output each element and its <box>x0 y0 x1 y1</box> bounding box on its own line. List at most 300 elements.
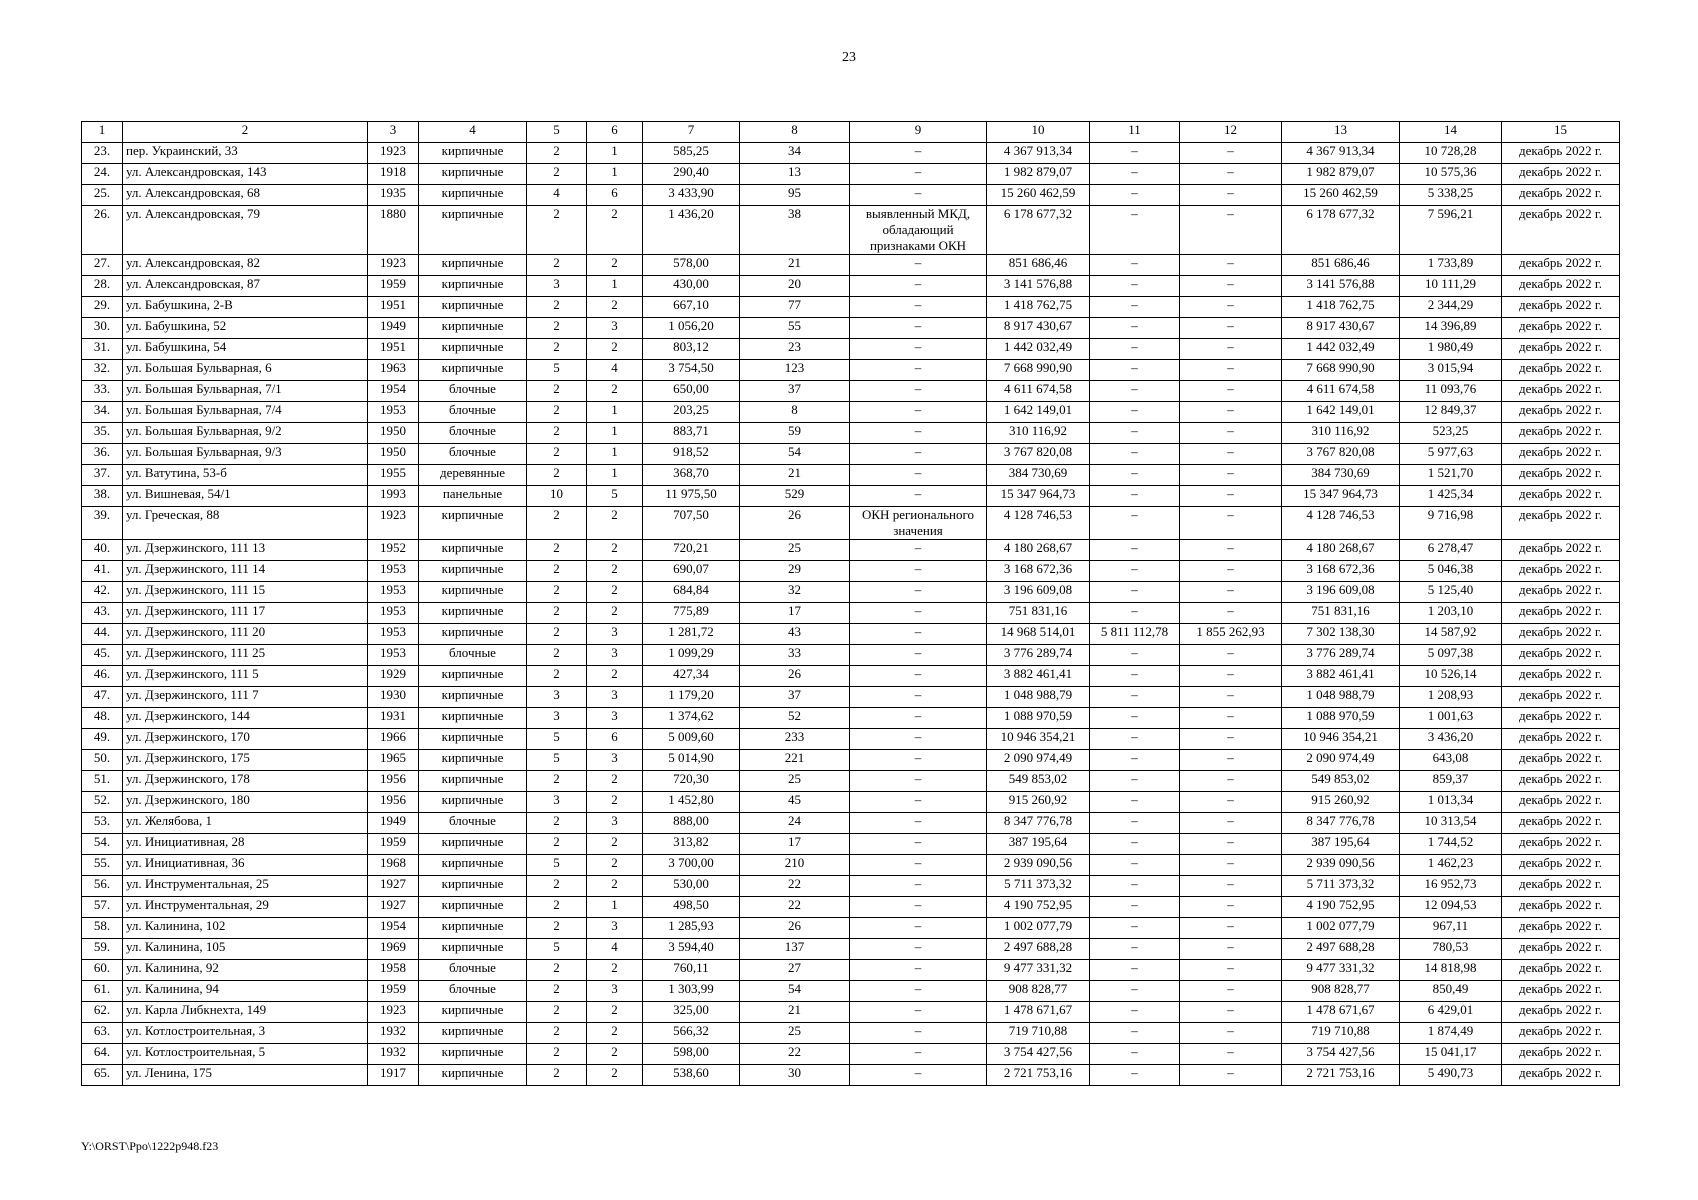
table-cell: – <box>1090 708 1180 729</box>
table-row <box>82 582 1620 603</box>
table-cell: – <box>1180 185 1282 206</box>
table-cell: декабрь 2022 г. <box>1502 981 1620 1002</box>
table-cell: 9 716,98 <box>1400 507 1502 540</box>
table-cell: 17 <box>740 834 850 855</box>
table-cell: 5 711 373,32 <box>1282 876 1400 897</box>
table-cell: 1 874,49 <box>1400 1023 1502 1044</box>
table-cell: ул. Бабушкина, 2-В <box>123 297 368 318</box>
table-cell: кирпичные <box>419 143 527 164</box>
table-cell: выявленный МКД, обладающий признаками ОКН <box>850 206 987 255</box>
table-cell: – <box>850 1044 987 1065</box>
table-cell: 1927 <box>368 897 419 918</box>
table-cell: 529 <box>740 486 850 507</box>
table-cell: декабрь 2022 г. <box>1502 360 1620 381</box>
table-cell: 123 <box>740 360 850 381</box>
table-cell: – <box>850 360 987 381</box>
table-cell: – <box>1180 855 1282 876</box>
table-cell: 1954 <box>368 381 419 402</box>
table-cell: кирпичные <box>419 582 527 603</box>
table-cell: – <box>1180 360 1282 381</box>
table-cell: 25 <box>740 540 850 561</box>
table-cell: ул. Инструментальная, 25 <box>123 876 368 897</box>
table-row <box>82 813 1620 834</box>
table-cell: 3 754 427,56 <box>987 1044 1090 1065</box>
table-cell: 1 056,20 <box>643 318 740 339</box>
table-cell: – <box>1180 1065 1282 1086</box>
table-cell: ул. Дзержинского, 111 7 <box>123 687 368 708</box>
table-cell: 2 <box>587 792 643 813</box>
table-cell: 566,32 <box>643 1023 740 1044</box>
table-cell: 10 728,28 <box>1400 143 1502 164</box>
table-cell: 6 <box>587 729 643 750</box>
column-number-header: 4 <box>419 122 527 143</box>
table-cell: 4 128 746,53 <box>1282 507 1400 540</box>
table-cell: 3 <box>587 624 643 645</box>
table-cell: декабрь 2022 г. <box>1502 792 1620 813</box>
table-cell: 918,52 <box>643 444 740 465</box>
table-cell: декабрь 2022 г. <box>1502 750 1620 771</box>
table-cell: – <box>850 792 987 813</box>
table-cell: 1 418 762,75 <box>1282 297 1400 318</box>
table-cell: ул. Вишневая, 54/1 <box>123 486 368 507</box>
table-cell: – <box>1180 771 1282 792</box>
table-cell: – <box>850 297 987 318</box>
table-cell: 5 490,73 <box>1400 1065 1502 1086</box>
table-cell: 2 <box>527 561 587 582</box>
table-cell: – <box>1090 444 1180 465</box>
table-cell: 1966 <box>368 729 419 750</box>
table-cell: блочные <box>419 381 527 402</box>
table-cell: 7 668 990,90 <box>987 360 1090 381</box>
table-cell: 5 014,90 <box>643 750 740 771</box>
table-cell: блочные <box>419 981 527 1002</box>
table-row <box>82 318 1620 339</box>
table-cell: 35. <box>82 423 123 444</box>
table-cell: – <box>850 318 987 339</box>
table-cell: ул. Александровская, 87 <box>123 276 368 297</box>
table-cell: 2 <box>527 771 587 792</box>
table-cell: – <box>1090 318 1180 339</box>
table-cell: 1 980,49 <box>1400 339 1502 360</box>
table-cell: ул. Греческая, 88 <box>123 507 368 540</box>
table-cell: 2 497 688,28 <box>987 939 1090 960</box>
table-cell: – <box>1090 507 1180 540</box>
table-cell: – <box>1090 750 1180 771</box>
table-cell: 11 093,76 <box>1400 381 1502 402</box>
table-row <box>82 486 1620 507</box>
table-cell: декабрь 2022 г. <box>1502 206 1620 255</box>
table-cell: 4 <box>587 360 643 381</box>
table-cell: 719 710,88 <box>1282 1023 1400 1044</box>
table-cell: 43. <box>82 603 123 624</box>
table-cell: 720,30 <box>643 771 740 792</box>
table-row <box>82 276 1620 297</box>
table-cell: – <box>1090 813 1180 834</box>
table-cell: 430,00 <box>643 276 740 297</box>
table-cell: 21 <box>740 1002 850 1023</box>
table-row <box>82 771 1620 792</box>
table-cell: – <box>1090 465 1180 486</box>
table-cell: 2 <box>527 540 587 561</box>
column-number-header: 2 <box>123 122 368 143</box>
table-cell: кирпичные <box>419 834 527 855</box>
table-cell: 4 367 913,34 <box>1282 143 1400 164</box>
table-cell: кирпичные <box>419 918 527 939</box>
table-cell: – <box>1090 603 1180 624</box>
table-cell: 32. <box>82 360 123 381</box>
table-cell: – <box>1180 1002 1282 1023</box>
table-cell: 3 776 289,74 <box>987 645 1090 666</box>
table-cell: 27. <box>82 255 123 276</box>
table-cell: блочные <box>419 813 527 834</box>
table-cell: 6 278,47 <box>1400 540 1502 561</box>
table-cell: 14 818,98 <box>1400 960 1502 981</box>
table-cell: – <box>850 666 987 687</box>
table-cell: 2 <box>527 402 587 423</box>
table-cell: 4 128 746,53 <box>987 507 1090 540</box>
table-cell: 42. <box>82 582 123 603</box>
table-cell: кирпичные <box>419 297 527 318</box>
table-cell: 3 776 289,74 <box>1282 645 1400 666</box>
table-row <box>82 255 1620 276</box>
table-cell: 3 436,20 <box>1400 729 1502 750</box>
table-cell: 1 <box>587 465 643 486</box>
table-cell: ул. Дзержинского, 111 25 <box>123 645 368 666</box>
table-cell: 1953 <box>368 561 419 582</box>
table-cell: 6 178 677,32 <box>1282 206 1400 255</box>
table-cell: 12 849,37 <box>1400 402 1502 423</box>
table-cell: 1 442 032,49 <box>987 339 1090 360</box>
table-cell: декабрь 2022 г. <box>1502 834 1620 855</box>
table-cell: кирпичные <box>419 1023 527 1044</box>
table-cell: блочные <box>419 402 527 423</box>
table-cell: 4 367 913,34 <box>987 143 1090 164</box>
table-cell: 9 477 331,32 <box>987 960 1090 981</box>
table-cell: 667,10 <box>643 297 740 318</box>
table-cell: 387 195,64 <box>1282 834 1400 855</box>
table-cell: 2 <box>527 339 587 360</box>
table-cell: 22 <box>740 897 850 918</box>
table-cell: 2 <box>527 582 587 603</box>
table-cell: 2 <box>587 1023 643 1044</box>
table-cell: 2 <box>527 318 587 339</box>
table-cell: 908 828,77 <box>987 981 1090 1002</box>
table-cell: – <box>850 729 987 750</box>
table-cell: 2 <box>527 876 587 897</box>
table-cell: – <box>1090 1023 1180 1044</box>
table-row <box>82 402 1620 423</box>
table-cell: 15 260 462,59 <box>987 185 1090 206</box>
table-cell: декабрь 2022 г. <box>1502 540 1620 561</box>
table-cell: 4 180 268,67 <box>987 540 1090 561</box>
table-cell: 3 196 609,08 <box>987 582 1090 603</box>
table-cell: – <box>1090 855 1180 876</box>
table-cell: 549 853,02 <box>1282 771 1400 792</box>
table-cell: – <box>850 540 987 561</box>
table-row <box>82 507 1620 540</box>
table-row <box>82 185 1620 206</box>
column-number-header: 9 <box>850 122 987 143</box>
table-cell: – <box>850 423 987 444</box>
table-cell: 40. <box>82 540 123 561</box>
table-cell: 908 828,77 <box>1282 981 1400 1002</box>
table-cell: ул. Александровская, 82 <box>123 255 368 276</box>
table-cell: 915 260,92 <box>987 792 1090 813</box>
table-cell: кирпичные <box>419 360 527 381</box>
table-cell: 1880 <box>368 206 419 255</box>
table-cell: ул. Александровская, 68 <box>123 185 368 206</box>
table-cell: 1965 <box>368 750 419 771</box>
table-cell: 2 <box>587 255 643 276</box>
table-cell: – <box>1090 645 1180 666</box>
table-cell: 32 <box>740 582 850 603</box>
table-cell: 1 002 077,79 <box>987 918 1090 939</box>
table-cell: 24. <box>82 164 123 185</box>
table-cell: ул. Котлостроительная, 5 <box>123 1044 368 1065</box>
table-cell: 1959 <box>368 276 419 297</box>
table-cell: 760,11 <box>643 960 740 981</box>
table-cell: декабрь 2022 г. <box>1502 1065 1620 1086</box>
table-cell: декабрь 2022 г. <box>1502 603 1620 624</box>
table-cell: – <box>1180 465 1282 486</box>
table-cell: 2 <box>527 960 587 981</box>
table-cell: 3 754,50 <box>643 360 740 381</box>
table-cell: 12 094,53 <box>1400 897 1502 918</box>
table-cell: 2 721 753,16 <box>987 1065 1090 1086</box>
table-cell: – <box>1180 1023 1282 1044</box>
table-cell: – <box>850 645 987 666</box>
table-cell: ул. Дзержинского, 111 17 <box>123 603 368 624</box>
table-cell: декабрь 2022 г. <box>1502 897 1620 918</box>
table-cell: 3 <box>587 645 643 666</box>
column-number-header: 12 <box>1180 122 1282 143</box>
table-row <box>82 381 1620 402</box>
column-number-header-row <box>82 122 1620 143</box>
table-cell: декабрь 2022 г. <box>1502 876 1620 897</box>
table-cell: декабрь 2022 г. <box>1502 381 1620 402</box>
table-cell: 8 917 430,67 <box>1282 318 1400 339</box>
column-number-header: 10 <box>987 122 1090 143</box>
table-cell: 3 767 820,08 <box>1282 444 1400 465</box>
table-cell: 3 168 672,36 <box>1282 561 1400 582</box>
table-cell: 1949 <box>368 813 419 834</box>
table-cell: 2 <box>587 834 643 855</box>
table-cell: ул. Дзержинского, 111 5 <box>123 666 368 687</box>
table-cell: кирпичные <box>419 708 527 729</box>
table-cell: 2 <box>527 1065 587 1086</box>
table-cell: 233 <box>740 729 850 750</box>
table-cell: панельные <box>419 486 527 507</box>
table-cell: 5 <box>527 750 587 771</box>
table-cell: кирпичные <box>419 939 527 960</box>
table-cell: декабрь 2022 г. <box>1502 402 1620 423</box>
table-cell: – <box>1180 645 1282 666</box>
table-cell: 29. <box>82 297 123 318</box>
table-cell: 2 <box>587 771 643 792</box>
table-cell: ул. Александровская, 143 <box>123 164 368 185</box>
table-cell: 31. <box>82 339 123 360</box>
table-cell: – <box>850 897 987 918</box>
table-cell: 313,82 <box>643 834 740 855</box>
table-cell: 780,53 <box>1400 939 1502 960</box>
table-cell: – <box>1180 981 1282 1002</box>
table-row <box>82 339 1620 360</box>
table-cell: 34 <box>740 143 850 164</box>
table-cell: – <box>1090 834 1180 855</box>
table-cell: – <box>1180 507 1282 540</box>
table-cell: 2 <box>587 1044 643 1065</box>
table-cell: 4 611 674,58 <box>1282 381 1400 402</box>
table-row <box>82 834 1620 855</box>
table-cell: декабрь 2022 г. <box>1502 624 1620 645</box>
table-cell: 38 <box>740 206 850 255</box>
table-cell: 2 <box>587 381 643 402</box>
table-cell: декабрь 2022 г. <box>1502 255 1620 276</box>
table-cell: 49. <box>82 729 123 750</box>
table-cell: 1923 <box>368 507 419 540</box>
table-cell: 498,50 <box>643 897 740 918</box>
table-cell: 1923 <box>368 1002 419 1023</box>
table-cell: 2 <box>527 1002 587 1023</box>
column-number-header: 6 <box>587 122 643 143</box>
table-cell: 2 <box>587 666 643 687</box>
table-row <box>82 645 1620 666</box>
table-cell: 1 048 988,79 <box>987 687 1090 708</box>
table-cell: ул. Желябова, 1 <box>123 813 368 834</box>
table-cell: 16 952,73 <box>1400 876 1502 897</box>
table-cell: – <box>1090 255 1180 276</box>
table-cell: ул. Александровская, 79 <box>123 206 368 255</box>
table-cell: – <box>1180 444 1282 465</box>
table-cell: кирпичные <box>419 897 527 918</box>
table-cell: 2 <box>527 918 587 939</box>
table-cell: 1 442 032,49 <box>1282 339 1400 360</box>
table-cell: 2 721 753,16 <box>1282 1065 1400 1086</box>
table-cell: 52 <box>740 708 850 729</box>
table-cell: 1 179,20 <box>643 687 740 708</box>
table-cell: – <box>850 185 987 206</box>
table-cell: декабрь 2022 г. <box>1502 708 1620 729</box>
table-cell: 1951 <box>368 339 419 360</box>
table-cell: ул. Калинина, 102 <box>123 918 368 939</box>
table-cell: 851 686,46 <box>1282 255 1400 276</box>
table-cell: – <box>1180 729 1282 750</box>
table-cell: 10 <box>527 486 587 507</box>
table-cell: ул. Дзержинского, 111 14 <box>123 561 368 582</box>
table-cell: 14 587,92 <box>1400 624 1502 645</box>
table-cell: 1917 <box>368 1065 419 1086</box>
page-number: 23 <box>842 50 856 65</box>
table-cell: ул. Дзержинского, 178 <box>123 771 368 792</box>
table-cell: декабрь 2022 г. <box>1502 687 1620 708</box>
table-cell: 2 <box>587 206 643 255</box>
table-cell: 64. <box>82 1044 123 1065</box>
column-number-header: 15 <box>1502 122 1620 143</box>
table-cell: 10 946 354,21 <box>1282 729 1400 750</box>
table-cell: 77 <box>740 297 850 318</box>
table-cell: 2 344,29 <box>1400 297 1502 318</box>
table-cell: 1956 <box>368 771 419 792</box>
table-cell: 1932 <box>368 1044 419 1065</box>
table-cell: 60. <box>82 960 123 981</box>
table-cell: 8 917 430,67 <box>987 318 1090 339</box>
table-cell: 2 <box>527 143 587 164</box>
table-cell: декабрь 2022 г. <box>1502 318 1620 339</box>
table-cell: 707,50 <box>643 507 740 540</box>
housing-register-table <box>81 121 1620 1086</box>
table-cell: ул. Калинина, 92 <box>123 960 368 981</box>
table-cell: 578,00 <box>643 255 740 276</box>
table-cell: декабрь 2022 г. <box>1502 339 1620 360</box>
table-cell: 3 <box>527 708 587 729</box>
table-cell: декабрь 2022 г. <box>1502 465 1620 486</box>
table-cell: 1954 <box>368 918 419 939</box>
table-cell: 6 178 677,32 <box>987 206 1090 255</box>
table-row <box>82 540 1620 561</box>
table-cell: – <box>1090 206 1180 255</box>
table-cell: 1923 <box>368 255 419 276</box>
table-cell: 2 <box>527 624 587 645</box>
table-cell: 387 195,64 <box>987 834 1090 855</box>
table-cell: – <box>1090 423 1180 444</box>
table-cell: 5 097,38 <box>1400 645 1502 666</box>
table-row <box>82 876 1620 897</box>
table-cell: кирпичные <box>419 540 527 561</box>
table-cell: ул. Большая Бульварная, 6 <box>123 360 368 381</box>
table-cell: – <box>850 939 987 960</box>
table-cell: 1 088 970,59 <box>987 708 1090 729</box>
table-cell: декабрь 2022 г. <box>1502 423 1620 444</box>
table-cell: 1 203,10 <box>1400 603 1502 624</box>
table-cell: 3 700,00 <box>643 855 740 876</box>
table-cell: 1 436,20 <box>643 206 740 255</box>
table-cell: 3 168 672,36 <box>987 561 1090 582</box>
table-row <box>82 792 1620 813</box>
table-cell: 62. <box>82 1002 123 1023</box>
table-cell: 3 196 609,08 <box>1282 582 1400 603</box>
table-cell: 1963 <box>368 360 419 381</box>
table-cell: – <box>1090 687 1180 708</box>
table-cell: – <box>1090 540 1180 561</box>
table-cell: 3 594,40 <box>643 939 740 960</box>
table-cell: ул. Дзержинского, 111 13 <box>123 540 368 561</box>
table-cell: 95 <box>740 185 850 206</box>
table-cell: – <box>1180 164 1282 185</box>
table-cell: – <box>1090 402 1180 423</box>
table-cell: 3 141 576,88 <box>987 276 1090 297</box>
table-cell: кирпичные <box>419 206 527 255</box>
table-cell: декабрь 2022 г. <box>1502 939 1620 960</box>
table-cell: 2 <box>527 813 587 834</box>
table-cell: декабрь 2022 г. <box>1502 918 1620 939</box>
table-cell: блочные <box>419 423 527 444</box>
table-cell: 58. <box>82 918 123 939</box>
table-cell: 137 <box>740 939 850 960</box>
table-cell: 1930 <box>368 687 419 708</box>
table-cell: 1 303,99 <box>643 981 740 1002</box>
table-cell: кирпичные <box>419 507 527 540</box>
table-cell: декабрь 2022 г. <box>1502 1023 1620 1044</box>
table-cell: 1 982 879,07 <box>1282 164 1400 185</box>
table-cell: 8 347 776,78 <box>1282 813 1400 834</box>
table-cell: 15 260 462,59 <box>1282 185 1400 206</box>
table-cell: – <box>1090 897 1180 918</box>
table-cell: 775,89 <box>643 603 740 624</box>
table-cell: – <box>1180 687 1282 708</box>
table-cell: 2 <box>587 507 643 540</box>
table-cell: 1 <box>587 164 643 185</box>
table-cell: 2 <box>587 855 643 876</box>
